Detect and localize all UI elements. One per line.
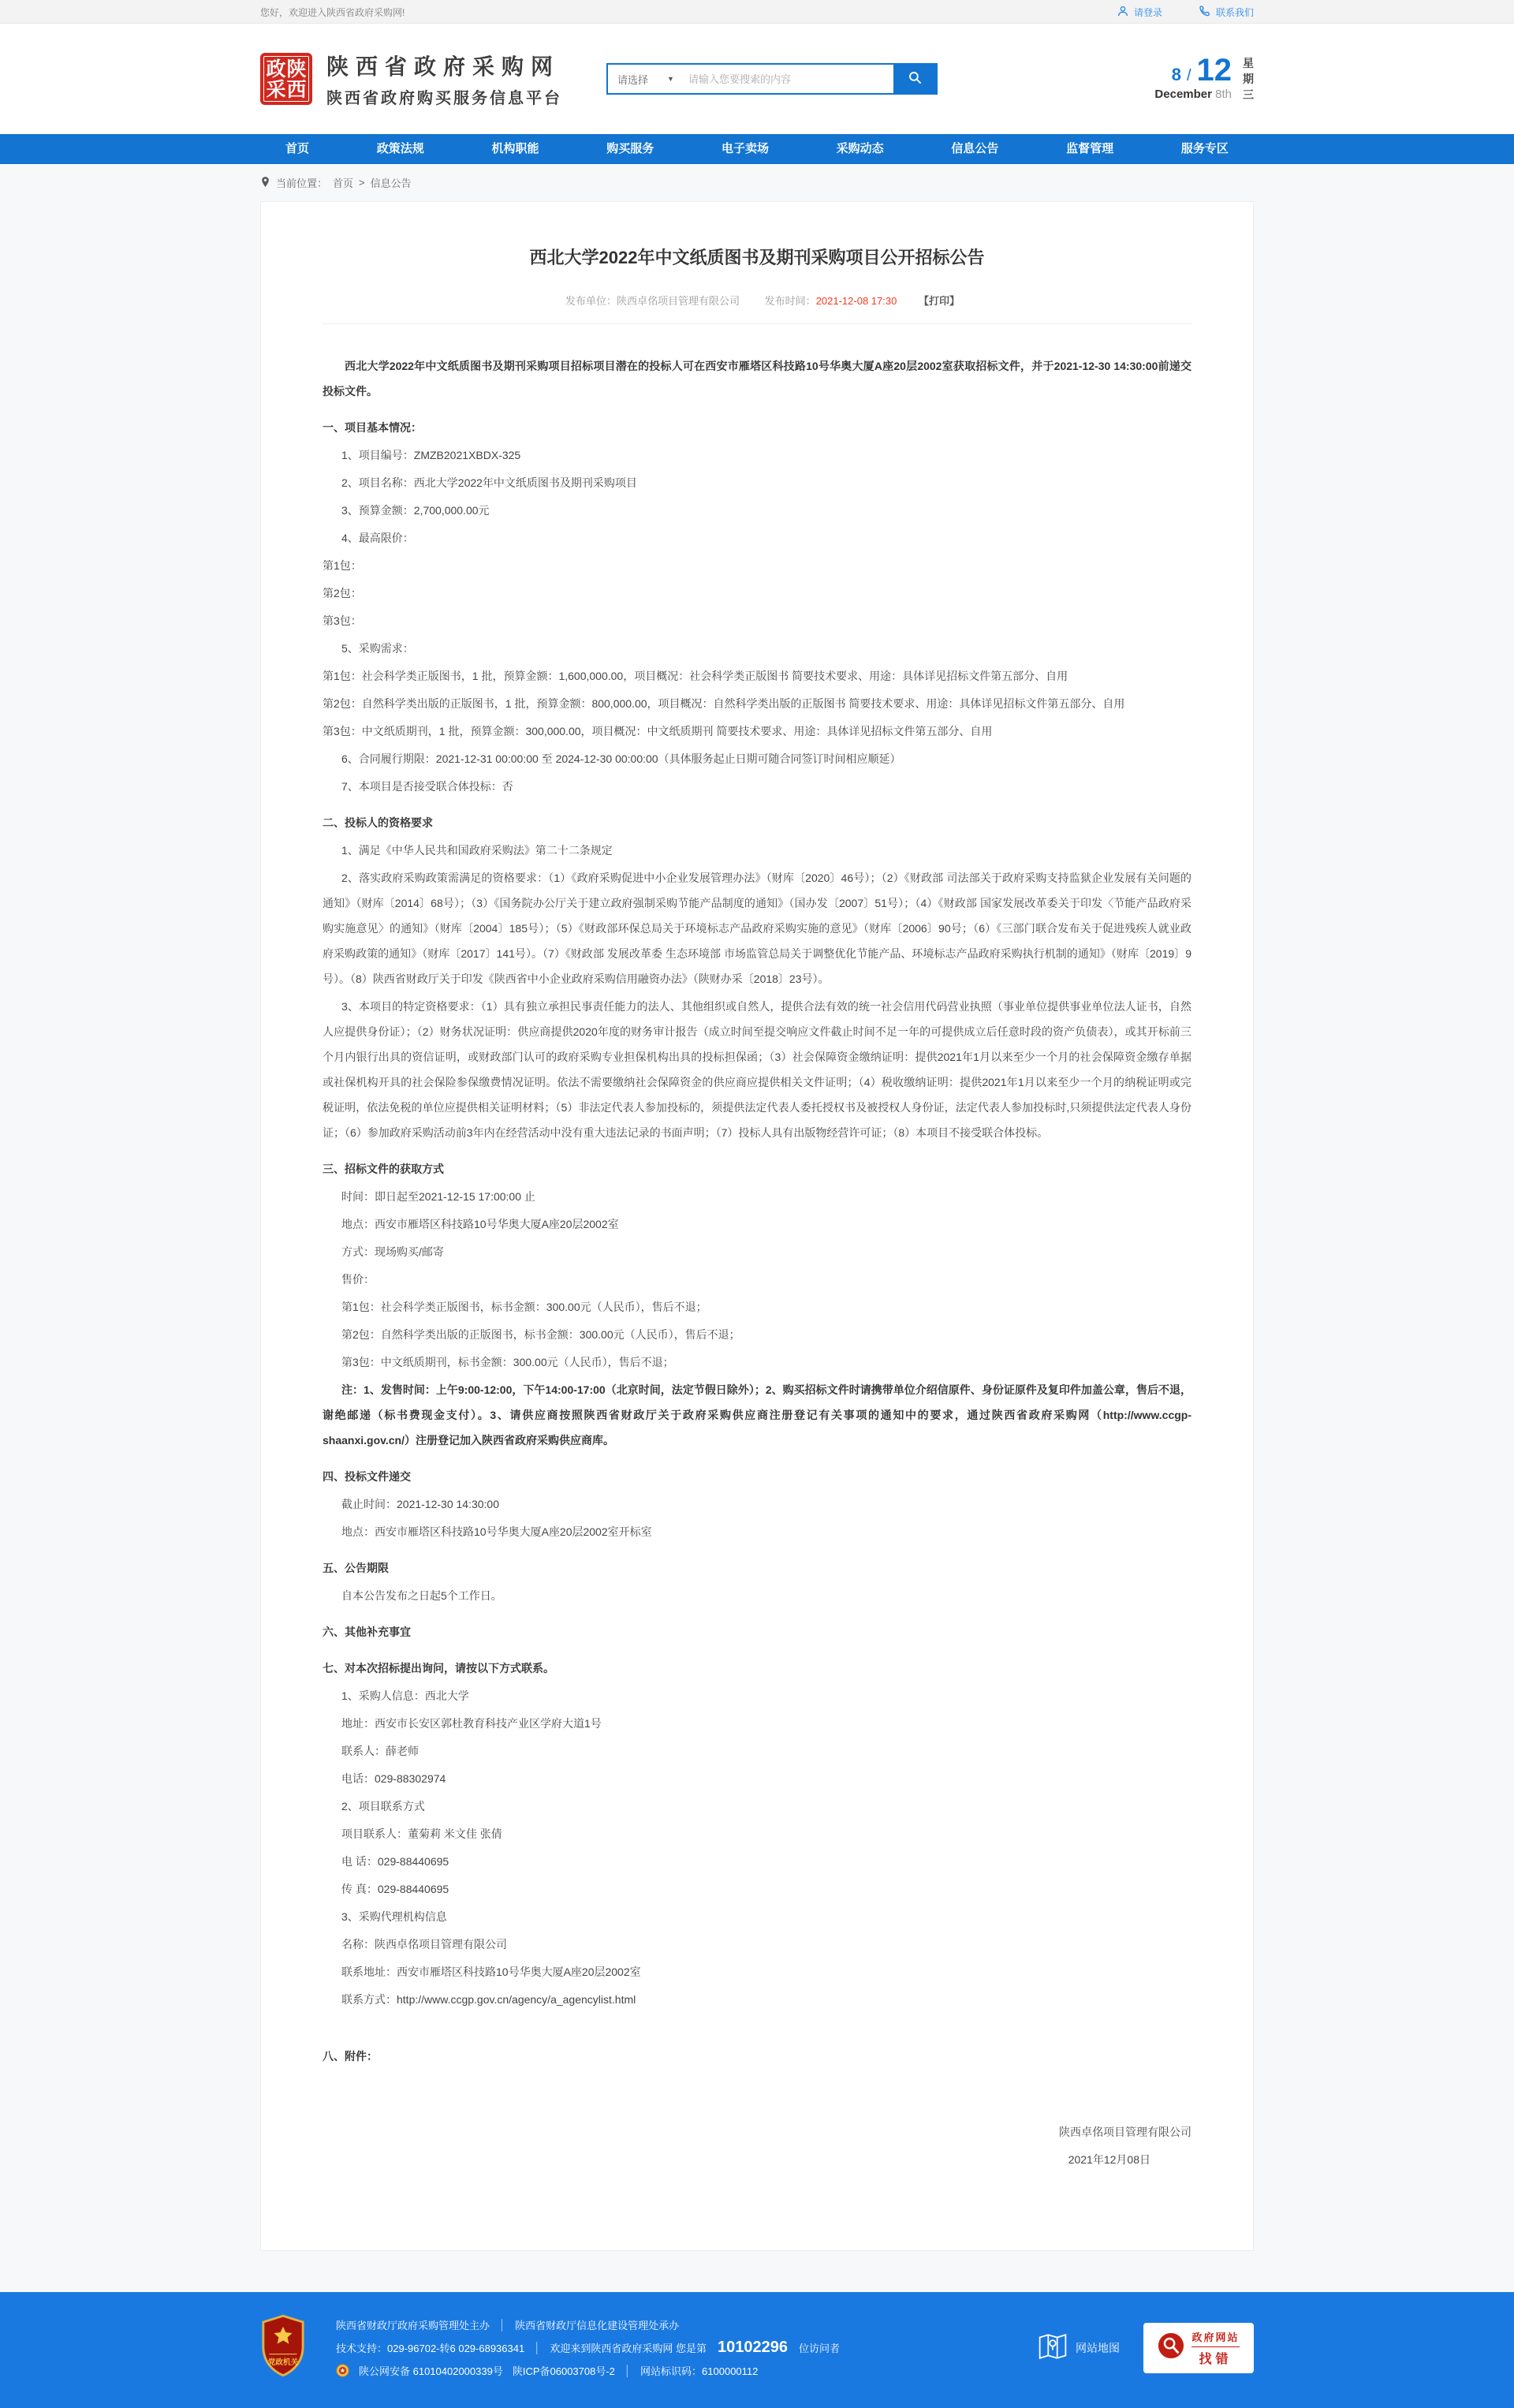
article-paragraph: 地址：西安市长安区郭杜教育科技产业区学府大道1号 xyxy=(341,1717,602,1730)
article-paragraph: 四、投标文件递交 xyxy=(323,1470,411,1483)
logo-char: 西 xyxy=(286,77,307,101)
login-label: 请登录 xyxy=(1133,6,1162,18)
nav-item-home[interactable]: 首页 xyxy=(285,142,310,155)
search-button[interactable] xyxy=(893,65,936,93)
article-paragraph: 八、附件： xyxy=(323,2050,378,2063)
visitor-count: 10102296 xyxy=(717,2339,788,2356)
article-body xyxy=(323,324,1191,2172)
article-paragraph: 传 真：029-88440695 xyxy=(341,1883,449,1895)
nav-item-notices[interactable]: 信息公告 xyxy=(951,142,999,155)
article-paragraph: 五、公告期限 xyxy=(323,1562,389,1574)
location-pin-icon xyxy=(260,176,270,190)
article-paragraph: 1、满足《中华人民共和国政府采购法》第二十二条规定 xyxy=(341,844,613,857)
article-paragraph: 1、项目编号：ZMZB2021XBDX-325 xyxy=(341,449,521,461)
article-paragraph: 售价： xyxy=(341,1273,375,1286)
article-paragraph: 3、预算金额：2,700,000.00元 xyxy=(341,504,490,517)
nav-item-special-services[interactable]: 服务专区 xyxy=(1180,142,1229,155)
page-body xyxy=(0,164,1514,2292)
article-paragraph: 第1包：社会科学类正版图书，标书金额：300.00元（人民币），售后不退； xyxy=(341,1301,707,1313)
site-name: 陕西省政府采购网 xyxy=(326,54,561,79)
site-subtitle: 陕西省政府购买服务信息平台 xyxy=(326,90,562,107)
svg-text:党政机关: 党政机关 xyxy=(267,2358,299,2368)
breadcrumb-current: 信息公告 xyxy=(370,177,412,189)
nav-item-supervision[interactable]: 监督管理 xyxy=(1066,142,1114,155)
article-paragraph: 第3包：中文纸质期刊，1 批，预算金额：300,000.00，项目概况：中文纸质期刊 简要技术要求、用途：具体详见招标文件第五部分、自用 xyxy=(323,725,993,737)
date-display: 8 / 12 December 8th 星 期 三 xyxy=(1154,53,1254,102)
nav-item-e-mall[interactable]: 电子卖场 xyxy=(721,142,769,155)
contact-label: 联系我们 xyxy=(1215,6,1254,18)
article-paragraph: 2、落实政府采购政策需满足的资格要求：（1）《政府采购促进中小企业发展管理办法》（财库〔2020〕46号）；（2）《财政部 司法部关于政府采购支持监狱企业发展有关问题的通知》（财库〔2014〕68号）；（3）《国务院办公厅关于建立政府强制采购节能产品制度的通知》（国办发〔2007〕51号）；（4）《财政部 国家发展改革委关于印发〈节能产品政府采购实施意见〉的通知》（财库〔2004〕185号）；（5）《财政部环保总局关于环境标志产品政府采购实施的意见》（财库〔2006〕90号；（6）《三部门联合发布关于促进残疾人就业政府采购政策的通知》（财库〔2017〕141号）。（7）《财政部 发展改革委 生态环境部 市场监管总局关于调整优化节能产品、环境标志产品政府采购执行机制的通知》（财库〔2019〕9号）。（8）陕西省财政厅关于印发《陕西省中小企业政府采购信用融资办法》（陕财办采〔2018〕23号）。 xyxy=(323,872,1191,985)
date-month-number: 12 xyxy=(1196,53,1232,88)
search-box xyxy=(606,63,938,95)
breadcrumb-label: 当前位置： xyxy=(276,177,328,189)
logo-char: 陕 xyxy=(286,57,307,80)
footer-line-2: 技术支持：029-96702-转6 029-68936341 │ 欢迎来到陕西省政府采购网 您是第 10102296 位访问者 xyxy=(336,2339,840,2356)
article-paragraph: 地点：西安市雁塔区科技路10号华奥大厦A座20层2002室开标室 xyxy=(341,1525,652,1538)
article-paragraph: 5、采购需求： xyxy=(341,642,414,655)
date-day: 8 xyxy=(1171,65,1181,85)
article-paragraph: 第2包： xyxy=(323,587,362,599)
phone-icon xyxy=(1199,5,1211,20)
article-paragraph: 6、合同履行期限：2021-12-31 00:00:00 至 2024-12-30 00:00:00（具体服务起止日期可随合同签订时间相应顺延） xyxy=(341,752,901,765)
article-paragraph: 2、项目名称：西北大学2022年中文纸质图书及期刊采购项目 xyxy=(341,476,637,489)
article-paragraph: 第3包： xyxy=(323,614,362,627)
badge-line1: 政府网站 xyxy=(1191,2331,1240,2343)
nav-item-policy[interactable]: 政策法规 xyxy=(376,142,424,155)
main-nav xyxy=(0,134,1514,164)
magnifier-badge-icon xyxy=(1158,2332,1184,2363)
map-icon xyxy=(1037,2332,1068,2363)
announcement-card xyxy=(260,201,1254,2251)
nav-item-functions[interactable]: 机构职能 xyxy=(491,142,539,155)
weekday-label: 星 期 三 xyxy=(1243,56,1254,102)
article-paragraph: 七、对本次招标提出询问，请按以下方式联系。 xyxy=(323,1662,554,1674)
publish-time-label: 发布时间： xyxy=(764,295,816,307)
breadcrumb xyxy=(260,164,1254,201)
article-paragraph: 第2包：自然科学类出版的正版图书，1 批，预算金额：800,000.00，项目概况：自然科学类出版的正版图书 简要技术要求、用途：具体详见招标文件第五部分、自用 xyxy=(323,697,1125,710)
publisher-value: 陕西卓佲项目管理有限公司 xyxy=(617,295,740,307)
publisher-label: 发布单位： xyxy=(565,295,617,307)
article-paragraph: 地点：西安市雁塔区科技路10号华奥大厦A座20层2002室 xyxy=(341,1218,619,1230)
date-ordinal: 8th xyxy=(1215,88,1232,102)
article-paragraph: 电话：029-88302974 xyxy=(341,1772,446,1785)
government-emblem-icon xyxy=(260,2314,306,2381)
user-icon xyxy=(1117,5,1129,20)
welcome-text: 您好，欢迎进入陕西省政府采购网! xyxy=(260,6,405,18)
article-paragraph: 第3包：中文纸质期刊，标书金额：300.00元（人民币），售后不退； xyxy=(341,1356,674,1368)
article-paragraph: 陕西卓佲项目管理有限公司 xyxy=(1059,2126,1191,2138)
sitemap-label: 网站地图 xyxy=(1076,2341,1120,2354)
article-paragraph: 3、本项目的特定资格要求：（1）具有独立承担民事责任能力的法人、其他组织或自然人，提供合法有效的统一社会信用代码营业执照（事业单位提供事业单位法人证书，自然人应提供身份证）；（2）财务状况证明：供应商提供2020年度的财务审计报告（成立时间至提交响应文件截止时间不足一年的可提供成立后任意时段的资产负债表），或其开标前三个月内银行出具的资信证明，或财政部门认可的政府采购专业担保机构出具的投标担保函；（3）社会保障资金缴纳证明：提供2021年1月以来至少一个月的社会保障资金缴存单据或社保机构开具的社会保险参保缴费情况证明。依法不需要缴纳社会保障资金的供应商应提供相关文件证明；（4）税收缴纳证明：提供2021年1月以来至少一个月的纳税证明或完税证明，依法免税的单位应提供相关证明材料；（5）非法定代表人参加投标的，须提供法定代表人委托授权书及被授权人身份证，法定代表人参加投标时,只须提供法定代表人身份证；（6）参加政府采购活动前3年内在经营活动中没有重大违法记录的书面声明；（7）投标人具有出版物经营许可证；（8）本项目不接受联合体投标。 xyxy=(323,1000,1191,1139)
search-input[interactable] xyxy=(682,65,893,93)
article-paragraph: 时间：即日起至2021-12-15 17:00:00 止 xyxy=(341,1190,535,1203)
article-paragraph: 2021年12月08日 xyxy=(1068,2153,1150,2166)
article-paragraph: 西北大学2022年中文纸质图书及期刊采购项目招标项目潜在的投标人可在西安市雁塔区科技路10号华奥大厦A座20层2002室获取招标文件，并于2021-12-30 14:30:00前递交投标文件。 xyxy=(323,360,1191,398)
nav-item-procurement-news[interactable]: 采购动态 xyxy=(836,142,884,155)
article-paragraph: 截止时间：2021-12-30 14:30:00 xyxy=(341,1498,499,1510)
article-paragraph: 4、最高限价： xyxy=(341,532,414,544)
article-paragraph: 联系方式：http://www.ccgp.gov.cn/agency/a_agencylist.html xyxy=(341,1993,636,2006)
logo-char: 采 xyxy=(266,77,286,101)
article-paragraph: 7、本项目是否接受联合体投标：否 xyxy=(341,780,513,793)
article-paragraph: 自本公告发布之日起5个工作日。 xyxy=(341,1589,502,1602)
search-select-value: 请选择 xyxy=(617,73,649,86)
article-paragraph: 名称：陕西卓佲项目管理有限公司 xyxy=(341,1938,507,1951)
breadcrumb-home-link[interactable]: 首页 xyxy=(333,177,354,189)
article-paragraph: 1、采购人信息：西北大学 xyxy=(341,1689,469,1702)
chevron-down-icon: ▼ xyxy=(667,75,674,83)
sitemap-link[interactable] xyxy=(1037,2332,1120,2363)
article-paragraph: 项目联系人：董菊莉 米文佳 张倩 xyxy=(341,1827,502,1840)
article-paragraph: 一、项目基本情况： xyxy=(323,421,422,434)
site-logo xyxy=(260,53,312,105)
publish-time-value: 2021-12-08 17:30 xyxy=(815,295,897,307)
page-title: 西北大学2022年中文纸质图书及期刊采购项目公开招标公告 xyxy=(529,248,985,267)
website-error-report-badge[interactable] xyxy=(1143,2323,1254,2373)
print-button[interactable]: 【打印】 xyxy=(918,295,960,307)
footer-line-1: 陕西省财政厅政府采购管理处主办 │ 陕西省财政厅信息化建设管理处承办 xyxy=(336,2319,680,2331)
article-paragraph: 2、项目联系方式 xyxy=(341,1800,425,1813)
article-paragraph: 方式：现场购买/邮寄 xyxy=(341,1245,444,1258)
contact-link[interactable] xyxy=(1199,5,1254,20)
article-paragraph: 三、招标文件的获取方式 xyxy=(323,1163,444,1175)
article-paragraph: 3、采购代理机构信息 xyxy=(341,1910,447,1923)
article-meta xyxy=(323,293,1191,324)
login-link[interactable] xyxy=(1117,5,1162,20)
article-paragraph: 注：1、发售时间：上午9:00-12:00，下午14:00-17:00（北京时间，法定节假日除外）；2、购买招标文件时请携带单位介绍信原件、身份证原件及复印件加盖公章，售后不退，谢绝邮递（标书费现金支付）。3、请供应商按照陕西省财政厅关于政府采购供应商注册登记有关事项的通知中的要求，通过陕西省政府采购网（http://www.ccgp-shaanxi.gov.cn/）注册登记加入陕西省政府采购供应商库。 xyxy=(323,1383,1191,1447)
search-icon xyxy=(908,70,923,88)
article-paragraph: 第1包：社会科学类正版图书，1 批，预算金额：1,600,000.00，项目概况：社会科学类正版图书 简要技术要求、用途：具体详见招标文件第五部分、自用 xyxy=(323,670,1068,682)
article-paragraph: 联系地址：西安市雁塔区科技路10号华奥大厦A座20层2002室 xyxy=(341,1966,641,1978)
footer-line-3: 陕公网安备 61010402000339号 陕ICP备06003708号-2 │ 网站标识码：6100000112 xyxy=(336,2363,1007,2378)
badge-line2: 找错 xyxy=(1191,2346,1239,2367)
article-paragraph: 第1包： xyxy=(323,559,362,572)
article-paragraph: 第2包：自然科学类出版的正版图书，标书金额：300.00元（人民币），售后不退； xyxy=(341,1328,740,1341)
article-paragraph: 二、投标人的资格要求 xyxy=(323,816,433,829)
search-category-select[interactable] xyxy=(608,65,682,93)
date-month-name: December xyxy=(1154,88,1212,102)
logo-char: 政 xyxy=(266,57,286,80)
nav-item-purchase-service[interactable]: 购买服务 xyxy=(606,142,654,155)
article-paragraph: 联系人：薛老师 xyxy=(341,1745,419,1757)
topbar xyxy=(0,0,1514,24)
breadcrumb-separator: > xyxy=(359,177,365,189)
header xyxy=(0,24,1514,134)
article-paragraph: 电 话：029-88440695 xyxy=(341,1855,449,1868)
article-paragraph: 六、其他补充事宜 xyxy=(323,1626,411,1638)
footer xyxy=(0,2292,1514,2408)
police-badge-icon xyxy=(336,2364,349,2377)
